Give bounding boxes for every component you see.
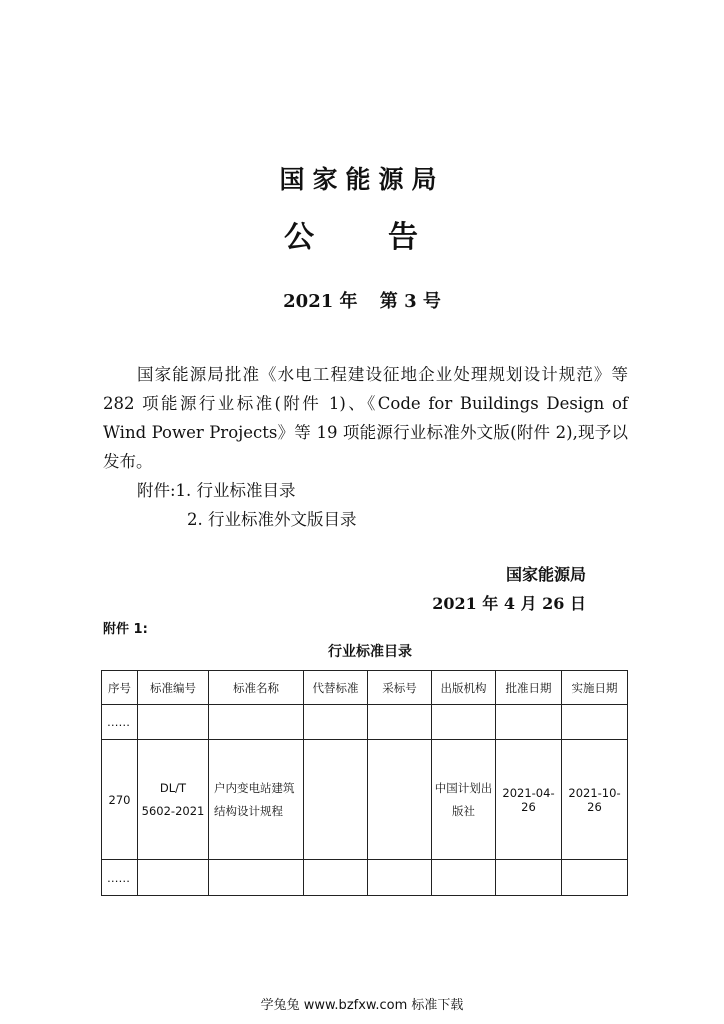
- effective-date: 2021-10-26: [562, 740, 628, 860]
- document-type: 公 告: [284, 220, 440, 255]
- document-number: [0, 287, 724, 313]
- ellipsis-cell: ……: [102, 705, 138, 740]
- column-header: 代替标准: [304, 671, 368, 705]
- standard-code-prefix: DL/T: [159, 780, 187, 795]
- column-header: 序号: [102, 671, 138, 705]
- standard-name: 户内变电站建筑结构设计规程: [209, 740, 304, 860]
- document-year: 2021 年: [283, 291, 358, 312]
- column-header: 出版机构: [432, 671, 496, 705]
- column-header: 标准编号: [138, 671, 209, 705]
- attachment-list-item-2: 2. 行业标准外文版目录: [187, 510, 357, 529]
- table-title: 行业标准目录: [328, 644, 412, 660]
- publisher: 中国计划出版社: [432, 740, 496, 860]
- table-header-row: [102, 671, 628, 705]
- signature-date: 2021 年 4 月 26 日: [432, 594, 586, 613]
- signature-org: 国家能源局: [505, 565, 586, 584]
- column-header: 实施日期: [562, 671, 628, 705]
- announcement-paragraph: 国家能源局批准《水电工程建设征地企业处理规划设计规范》等 282 项能源行业标准(附件 1)、《Code for Buildings Design of Wind Power Projects》等 19 项能源行业标准外文版(附件 2),现予以发布。: [103, 365, 628, 471]
- column-header: 标准名称: [209, 671, 304, 705]
- column-header: 采标号: [368, 671, 432, 705]
- row-number: 270: [102, 740, 138, 860]
- ellipsis-cell: ……: [102, 860, 138, 896]
- attachment-list-item-1: 附件:1. 行业标准目录: [137, 481, 296, 500]
- table-row-ellipsis: [102, 860, 628, 896]
- standard-code-number: 5602-2021: [141, 803, 205, 818]
- adopted-standard: [368, 740, 432, 860]
- announcement-body: [103, 360, 628, 534]
- replaced-standard: [304, 740, 368, 860]
- standard-code: [138, 740, 209, 860]
- approval-date: 2021-04-26: [496, 740, 562, 860]
- attachment-label: 附件 1:: [103, 622, 148, 637]
- document-serial: 第 3 号: [379, 291, 441, 312]
- table-row-ellipsis: [102, 705, 628, 740]
- table-row: [102, 740, 628, 860]
- column-header: 批准日期: [496, 671, 562, 705]
- page-footer: 学兔兔 www.bzfxw.com 标准下载: [260, 998, 464, 1013]
- standards-table: [101, 670, 628, 896]
- issuing-authority: 国家能源局: [279, 165, 445, 194]
